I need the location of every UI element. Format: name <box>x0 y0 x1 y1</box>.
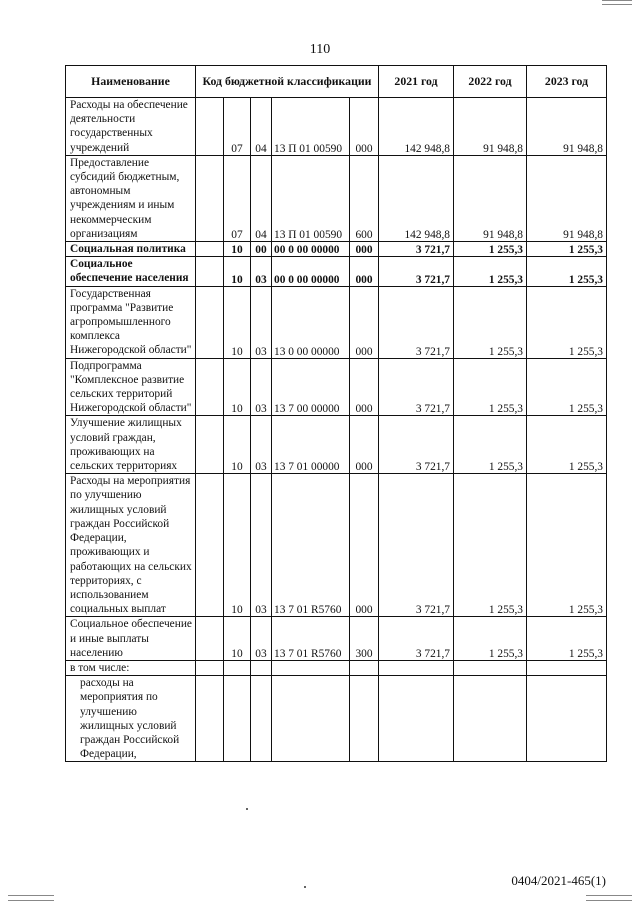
row-c1 <box>196 242 224 257</box>
row-c1 <box>196 358 224 416</box>
row-section <box>224 676 251 762</box>
row-name: Расходы на мероприятия по улучшению жилищных условий граждан Российской Федерации, проживающих и работающих на сельских территориях, с использованием социальных выплат <box>66 474 196 617</box>
row-c1 <box>196 617 224 661</box>
row-c1 <box>196 257 224 286</box>
row-value-2021: 142 948,8 <box>379 155 454 241</box>
table-row <box>66 257 607 286</box>
row-section: 07 <box>224 155 251 241</box>
row-value-2022: 91 948,8 <box>454 155 527 241</box>
row-section: 10 <box>224 416 251 474</box>
row-value-2022: 1 255,3 <box>454 474 527 617</box>
row-name: Социальное обеспечение населения <box>66 257 196 286</box>
header-name: Наименование <box>66 66 196 98</box>
scan-speck <box>246 808 248 810</box>
row-value-2023: 1 255,3 <box>527 416 607 474</box>
row-name: Социальное обеспечение и иные выплаты населению <box>66 617 196 661</box>
row-expense-type: 300 <box>350 617 379 661</box>
row-value-2021: 3 721,7 <box>379 257 454 286</box>
table-row <box>66 155 607 241</box>
row-name: Расходы на обеспечение деятельности государственных учреждений <box>66 98 196 156</box>
row-target-article: 13 7 01 R5760 <box>272 474 350 617</box>
row-target-article: 00 0 00 00000 <box>272 257 350 286</box>
row-section: 07 <box>224 98 251 156</box>
row-expense-type: 000 <box>350 242 379 257</box>
row-value-2023: 1 255,3 <box>527 257 607 286</box>
row-c1 <box>196 416 224 474</box>
row-name: расходы на мероприятия по улучшению жилищных условий граждан Российской Федерации, <box>66 676 196 762</box>
row-subsection: 03 <box>251 416 272 474</box>
header-2021: 2021 год <box>379 66 454 98</box>
row-name: Подпрограмма "Комплексное развитие сельских территорий Нижегородской области" <box>66 358 196 416</box>
row-subsection: 00 <box>251 242 272 257</box>
row-value-2021: 3 721,7 <box>379 286 454 358</box>
header-code: Код бюджетной классификации <box>196 66 379 98</box>
row-name: Предоставление субсидий бюджетным, автономным учреждениям и иным некоммерческим организациям <box>66 155 196 241</box>
row-target-article: 13 7 01 R5760 <box>272 617 350 661</box>
row-value-2023: 91 948,8 <box>527 98 607 156</box>
row-value-2021: 3 721,7 <box>379 242 454 257</box>
row-name: Улучшение жилищных условий граждан, проживающих на сельских территориях <box>66 416 196 474</box>
row-value-2023: 1 255,3 <box>527 358 607 416</box>
row-name: Социальная политика <box>66 242 196 257</box>
header-2022: 2022 год <box>454 66 527 98</box>
row-section: 10 <box>224 617 251 661</box>
row-value-2021: 3 721,7 <box>379 474 454 617</box>
row-c1 <box>196 98 224 156</box>
table-header-row <box>66 66 607 98</box>
row-value-2021: 3 721,7 <box>379 617 454 661</box>
row-target-article: 13 7 00 00000 <box>272 358 350 416</box>
table-row <box>66 660 607 675</box>
row-subsection <box>251 676 272 762</box>
row-name: Государственная программа "Развитие агропромышленного комплекса Нижегородской области" <box>66 286 196 358</box>
row-subsection: 03 <box>251 286 272 358</box>
row-value-2022: 1 255,3 <box>454 257 527 286</box>
table-row <box>66 474 607 617</box>
table-row <box>66 416 607 474</box>
table-row <box>66 98 607 156</box>
table-row <box>66 676 607 762</box>
row-expense-type: 000 <box>350 98 379 156</box>
row-subsection: 03 <box>251 358 272 416</box>
row-value-2022: 1 255,3 <box>454 358 527 416</box>
row-value-2022 <box>454 660 527 675</box>
row-value-2022: 1 255,3 <box>454 242 527 257</box>
row-value-2022: 1 255,3 <box>454 617 527 661</box>
row-section: 10 <box>224 474 251 617</box>
row-value-2023 <box>527 660 607 675</box>
row-value-2021 <box>379 660 454 675</box>
row-target-article: 13 П 01 00590 <box>272 98 350 156</box>
row-target-article: 13 7 01 00000 <box>272 416 350 474</box>
row-subsection: 03 <box>251 617 272 661</box>
row-c1 <box>196 660 224 675</box>
row-value-2023 <box>527 676 607 762</box>
document-code: 0404/2021-465(1) <box>511 873 606 888</box>
row-section: 10 <box>224 286 251 358</box>
row-c1 <box>196 286 224 358</box>
row-section <box>224 660 251 675</box>
table-row <box>66 286 607 358</box>
row-subsection: 04 <box>251 98 272 156</box>
row-value-2023: 1 255,3 <box>527 474 607 617</box>
row-value-2021 <box>379 676 454 762</box>
row-c1 <box>196 155 224 241</box>
row-c1 <box>196 474 224 617</box>
header-2023: 2023 год <box>527 66 607 98</box>
row-subsection: 03 <box>251 257 272 286</box>
row-expense-type: 000 <box>350 474 379 617</box>
row-value-2023: 91 948,8 <box>527 155 607 241</box>
row-target-article <box>272 660 350 675</box>
scan-bottom-mark <box>586 895 632 901</box>
row-target-article <box>272 676 350 762</box>
row-expense-type: 600 <box>350 155 379 241</box>
row-expense-type: 000 <box>350 358 379 416</box>
budget-table <box>65 65 607 762</box>
row-value-2021: 3 721,7 <box>379 416 454 474</box>
row-value-2022: 1 255,3 <box>454 416 527 474</box>
row-name: в том числе: <box>66 660 196 675</box>
row-section: 10 <box>224 358 251 416</box>
table-row <box>66 358 607 416</box>
scan-bottom-mark <box>8 895 54 901</box>
row-expense-type <box>350 660 379 675</box>
row-value-2023: 1 255,3 <box>527 617 607 661</box>
row-section: 10 <box>224 242 251 257</box>
row-value-2022: 1 255,3 <box>454 286 527 358</box>
row-value-2021: 142 948,8 <box>379 98 454 156</box>
row-expense-type: 000 <box>350 416 379 474</box>
row-value-2023: 1 255,3 <box>527 242 607 257</box>
row-c1 <box>196 676 224 762</box>
scan-speck <box>304 886 306 888</box>
row-expense-type <box>350 676 379 762</box>
row-subsection <box>251 660 272 675</box>
row-expense-type: 000 <box>350 257 379 286</box>
row-subsection: 04 <box>251 155 272 241</box>
row-expense-type: 000 <box>350 286 379 358</box>
row-value-2023: 1 255,3 <box>527 286 607 358</box>
row-target-article: 13 П 01 00590 <box>272 155 350 241</box>
scan-corner-mark <box>602 0 632 5</box>
row-value-2022 <box>454 676 527 762</box>
row-target-article: 00 0 00 00000 <box>272 242 350 257</box>
row-target-article: 13 0 00 00000 <box>272 286 350 358</box>
row-section: 10 <box>224 257 251 286</box>
row-subsection: 03 <box>251 474 272 617</box>
row-value-2022: 91 948,8 <box>454 98 527 156</box>
table-row <box>66 242 607 257</box>
table-row <box>66 617 607 661</box>
page-number: 110 <box>309 42 331 57</box>
row-value-2021: 3 721,7 <box>379 358 454 416</box>
